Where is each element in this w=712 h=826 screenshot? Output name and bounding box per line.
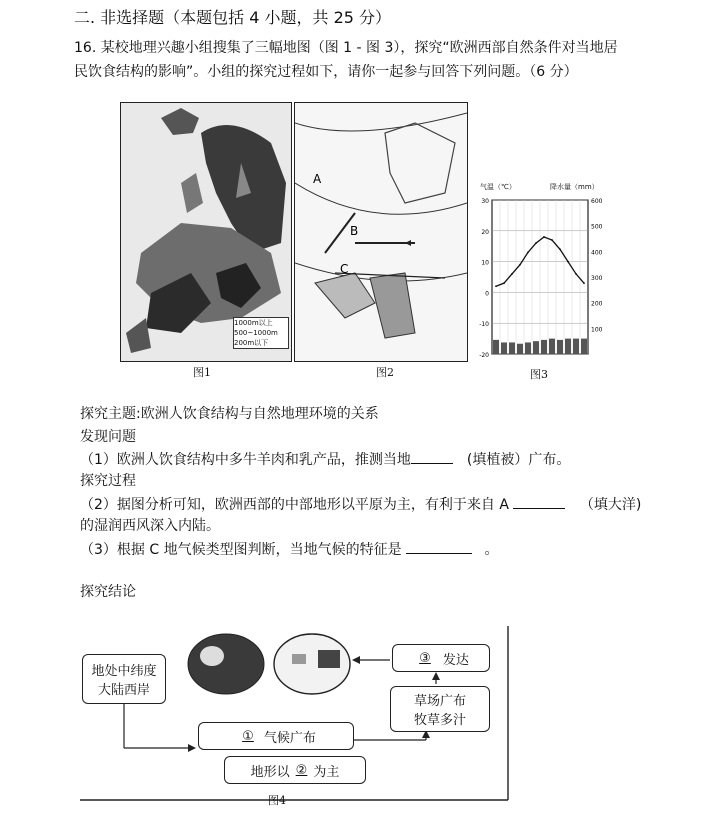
precip-bar [517, 344, 523, 354]
box-terrain [224, 756, 366, 784]
temperature-point [495, 285, 497, 287]
blank-climate[interactable]: ① [242, 728, 254, 744]
legend-item-3: 200m以下 [234, 339, 269, 347]
chart-tick-right: 100 [591, 326, 603, 334]
question-3 [80, 539, 499, 560]
temperature-point [567, 261, 569, 263]
temperature-point [535, 242, 537, 244]
section-title: 二. 非选择题（本题包括 4 小题，共 25 分） [74, 8, 392, 27]
temperature-point [551, 239, 553, 241]
blank-terrain[interactable]: ② [295, 762, 308, 778]
question-2-pre: （2）据图分析可知，欧洲西部的中部地形以平原为主，有利于来自 A [80, 497, 509, 513]
chart-tick-left: 30 [481, 198, 489, 205]
box-grassland-line-2: 牧草多汁 [413, 713, 466, 728]
question-2-line-2: 的湿润西风深入内陆。 [80, 518, 220, 534]
question-1-post: (填植被）广布。 [466, 452, 571, 468]
figure-4-diagram [80, 624, 512, 814]
precip-bar [565, 339, 571, 354]
box-terrain-post: 为主 [313, 764, 340, 780]
map-label-b: B [350, 224, 359, 238]
map-label-a: A [313, 172, 322, 186]
chart-tick-left: 10 [481, 259, 489, 267]
box-climate [198, 722, 354, 750]
conclusion-heading: 探究结论 [80, 584, 136, 600]
precip-bar [533, 341, 539, 354]
precip-bar [509, 342, 515, 354]
temperature-point [519, 264, 521, 266]
climate-chart-svg [470, 192, 610, 362]
chart-tick-left: 0 [485, 290, 489, 298]
chart-y-left-label: 气温（℃） [480, 183, 516, 191]
relief-legend [233, 317, 289, 349]
question-1 [80, 449, 570, 470]
figure-4-caption: 图4 [268, 794, 286, 807]
figure-3-caption: 图3 [530, 368, 548, 381]
blank-1[interactable] [411, 449, 453, 464]
figure-2-climate-map [294, 102, 468, 362]
blank-2[interactable] [513, 494, 565, 509]
question-2-post: （填大洋) [579, 497, 642, 513]
figure-1-caption: 图1 [193, 366, 211, 379]
box-industry [392, 644, 490, 672]
box-grassland [390, 686, 490, 732]
chart-tick-right: 400 [591, 249, 603, 257]
precip-bar [541, 340, 547, 354]
climate-map-image [295, 103, 467, 361]
chart-tick-right: 300 [591, 275, 603, 282]
precip-bar [493, 340, 499, 354]
precip-bar [581, 339, 587, 354]
chart-tick-left: -10 [479, 321, 489, 329]
question-3-post: 。 [484, 542, 499, 558]
blank-3[interactable] [406, 539, 472, 554]
box-grassland-line-1: 草场广布 [413, 694, 466, 709]
temperature-point [559, 248, 561, 250]
box-location-line-2: 大陆西岸 [97, 683, 150, 698]
discover-heading: 发现问题 [80, 429, 136, 445]
legend-item-2: 500~1000m [234, 329, 278, 337]
temperature-point [543, 236, 545, 238]
box-location-line-1: 地处中纬度 [91, 664, 157, 679]
map-label-c: C [340, 262, 349, 276]
temperature-point [527, 251, 529, 253]
question-3-pre: （3）根据 C 地气候类型图判断，当地气候的特征是 [80, 542, 402, 558]
temperature-point [583, 282, 585, 284]
figure-1-relief-map [120, 102, 292, 362]
precip-bar [549, 339, 555, 354]
precip-bar [525, 342, 531, 354]
box-terrain-pre: 地形以 [250, 764, 290, 780]
chart-tick-right: 200 [591, 300, 603, 308]
precip-bar [501, 342, 507, 354]
chart-tick-right: 600 [591, 198, 603, 205]
figure-2-caption: 图2 [376, 366, 394, 379]
question-line-1: 16. 某校地理兴趣小组搜集了三幅地图（图 1 - 图 3），探究“欧洲西部自然条件对当地居 [74, 40, 618, 56]
blank-industry[interactable]: ③ [419, 650, 431, 666]
chart-tick-left: 20 [481, 228, 489, 236]
box-industry-text: 发达 [442, 652, 469, 668]
box-location [82, 654, 166, 704]
temperature-point [503, 282, 505, 284]
figure-3-climate-chart [470, 180, 610, 362]
temperature-point [575, 273, 577, 275]
question-line-2: 民饮食结构的影响”。小组的探究过程如下，请你一起参与回答下列问题。（6 分） [74, 64, 578, 80]
question-2 [80, 494, 641, 515]
chart-tick-right: 500 [591, 223, 603, 231]
precip-bar [573, 339, 579, 354]
chart-tick-left: -20 [479, 352, 489, 359]
legend-item-1: 1000m以上 [234, 319, 273, 327]
topic-text: 探究主题:欧洲人饮食结构与自然地理环境的关系 [80, 406, 379, 422]
process-heading: 探究过程 [80, 473, 136, 489]
precip-bar [557, 340, 563, 354]
question-1-pre: （1）欧洲人饮食结构中多牛羊肉和乳产品，推测当地 [80, 452, 411, 468]
temperature-point [511, 273, 513, 275]
box-climate-text: 气候广布 [263, 730, 316, 746]
chart-y-right-label: 降水量（mm） [550, 183, 599, 191]
